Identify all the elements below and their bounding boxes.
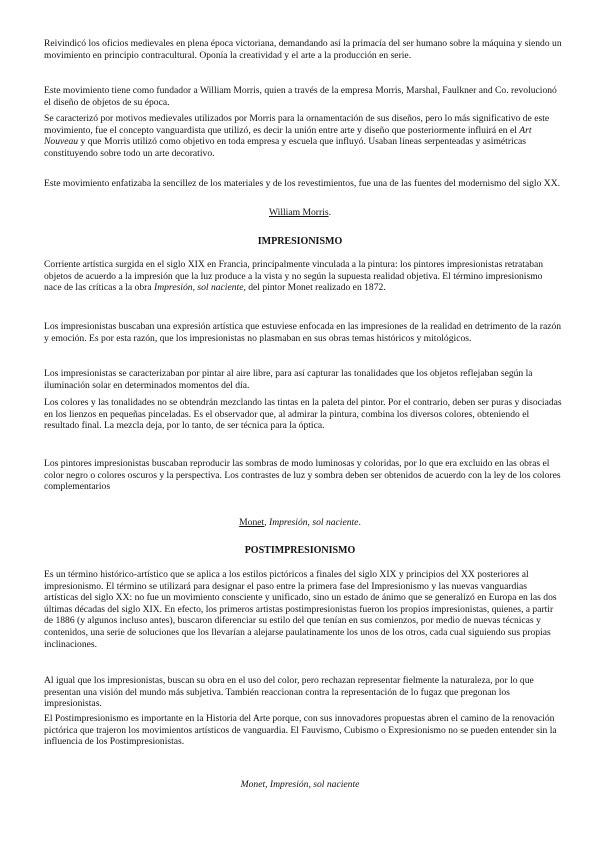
heading-postimpresionismo: POSTIMPRESIONISMO	[244, 545, 356, 556]
heading-impresionismo: IMPRESIONISMO	[257, 236, 343, 247]
paragraph-termino-historico: Es un término histórico-artístico que se aplica a los estilos pictóricos a finales del siglo XIX y principios del XX posteriores al impresionismo. El término se utilizará para designar el paso entre la primera fase del Impresionismo y las nuevas vanguardias artísticas del siglo XX: no fue un movimiento consciente y unificado, sino un estado de ánimo que se generalizó en Europa en las dos últimas décadas del siglo XIX. En efecto, los primeros artistas postimpresionistas fueron los propios impresionistas, quienes, a partir de 1886 (y algunos incluso antes), buscaron diferenciar su estilo del que tenían en sus comienzos, por medio de nuevas técnicas y contenidos, una serie de soluciones que los llevarían a alejarse paulatinamente los unos de los otros, cada cual siguiendo sus propias inclinaciones.	[44, 569, 557, 650]
paragraph-sombras: Los pintores impresionistas buscaban reproducir las sombras de modo luminosas y coloridas, por lo que era excluido en las obras el color negro o colores oscuros y la perspectiva. Los contrastes de luz y sombra deben ser obtenidos de acuerdo con la ley de los colores complementarios	[44, 458, 561, 493]
impresion-sol-naciente-title: Impresión, sol naciente	[154, 282, 244, 294]
paragraph-text: , del pintor Monet realizado en 1872.	[243, 282, 386, 294]
paragraph-corriente-artistica	[44, 259, 562, 294]
paragraph-william-morris-fundador: Este movimiento tiene como fundador a William Morris, quien a través de la empresa Morris, Marshal, Faulkner and Co. revolucionó el diseño de objetos de su época.	[44, 85, 557, 108]
paragraph-text: Se caracterizó por motivos medievales utilizados por Morris para la ornamentación de sus diseños, pero lo más significativo de este movimiento, fue el concepto vanguardista que utilizó, es decir la unión entre arte y diseño que posteriormente influirá en el	[44, 113, 550, 136]
art-nouveau-term: Art Nouveau	[44, 124, 532, 148]
caption-william-morris	[0, 207, 600, 219]
paragraph-al-igual: Al igual que los impresionistas, buscan su obra en el uso del color, pero rechazan representar fielmente la naturaleza, por lo que presentan una visión del mundo más subjetiva. También reaccionan contra la representación de lo fugaz que pregonan los impresionistas.	[44, 675, 534, 710]
caption-monet-impresion	[0, 517, 600, 529]
paragraph-text: Corriente artística surgida en el siglo XIX en Francia, principalmente vinculada a la pintura: los pintores impresionistas retrataban objetos de acuerdo a la impresión que la luz produce a la vista y no según la supuesta realidad objetiva. El término impresionismo nace de las críticas a la obra	[44, 259, 544, 294]
paragraph-importancia-postimpresionismo: El Postimpresionismo es importante en la Historia del Arte porque, con sus innovadores propuestas abren el camino de la renovación pictórica que trajeron los movimientos artísticos de vanguardia. El Fauvismo, Cubismo o Expresionismo no se pueden entender sin la influencia de los Postimpresionistas.	[44, 713, 557, 748]
caption-punctuation: .	[358, 517, 361, 528]
paragraph-expresion-artistica: Los impresionistas buscaban una expresión artística que estuviese enfocada en las impresiones de la realidad en detrimento de la razón y emoción. Es por esta razón, que los impresionistas no plasmaban en sus obras temas históricos y mitológicos.	[44, 321, 562, 344]
caption-name: Monet	[239, 517, 265, 528]
caption-separator: ,	[264, 517, 269, 528]
paragraph-colores-tonalidades: Los colores y las tonalidades no se obtendrán mezclando las tintas en la paleta del pintor. Por el contrario, deben ser puras y disociadas en los lienzos en pequeñas pinceladas. Es el observador que, al admirar la pintura, combina los diversos colores, obteniendo el resultado final. La mezcla deja, por lo tanto, de ser técnica para la óptica.	[44, 397, 562, 432]
paragraph-oficios-medievales: Reivindicó los oficios medievales en plena época victoriana, demandando así la primacía del ser humano sobre la máquina y siendo un movimiento en principio contracultural. Oponía la creatividad y el arte a la producción en serie.	[44, 38, 562, 61]
paragraph-text: y que Morris utilizó como objetivo en toda empresa y escuela que influyó. Usaban líneas serpenteadas y asimétricas constituyendo sobre todo un arte decorativo.	[44, 136, 526, 159]
paragraph-motivos-medievales	[44, 113, 562, 159]
caption-name: William Morris	[269, 207, 329, 218]
caption-monet-final: Monet, Impresión, sol naciente	[240, 779, 360, 790]
caption-work-title: Impresión, sol naciente	[269, 517, 359, 528]
paragraph-aire-libre: Los impresionistas se caracterizaban por pintar al aire libre, para así capturar las tonalidades que los objetos reflejaban según la iluminación solar en determinados momentos del día.	[44, 368, 533, 391]
caption-punctuation: .	[328, 207, 331, 218]
paragraph-sencillez-materiales: Este movimiento enfatizaba la sencillez de los materiales y de los revestimientos, fue una de las fuentes del modernismo del siglo XX.	[44, 178, 561, 189]
